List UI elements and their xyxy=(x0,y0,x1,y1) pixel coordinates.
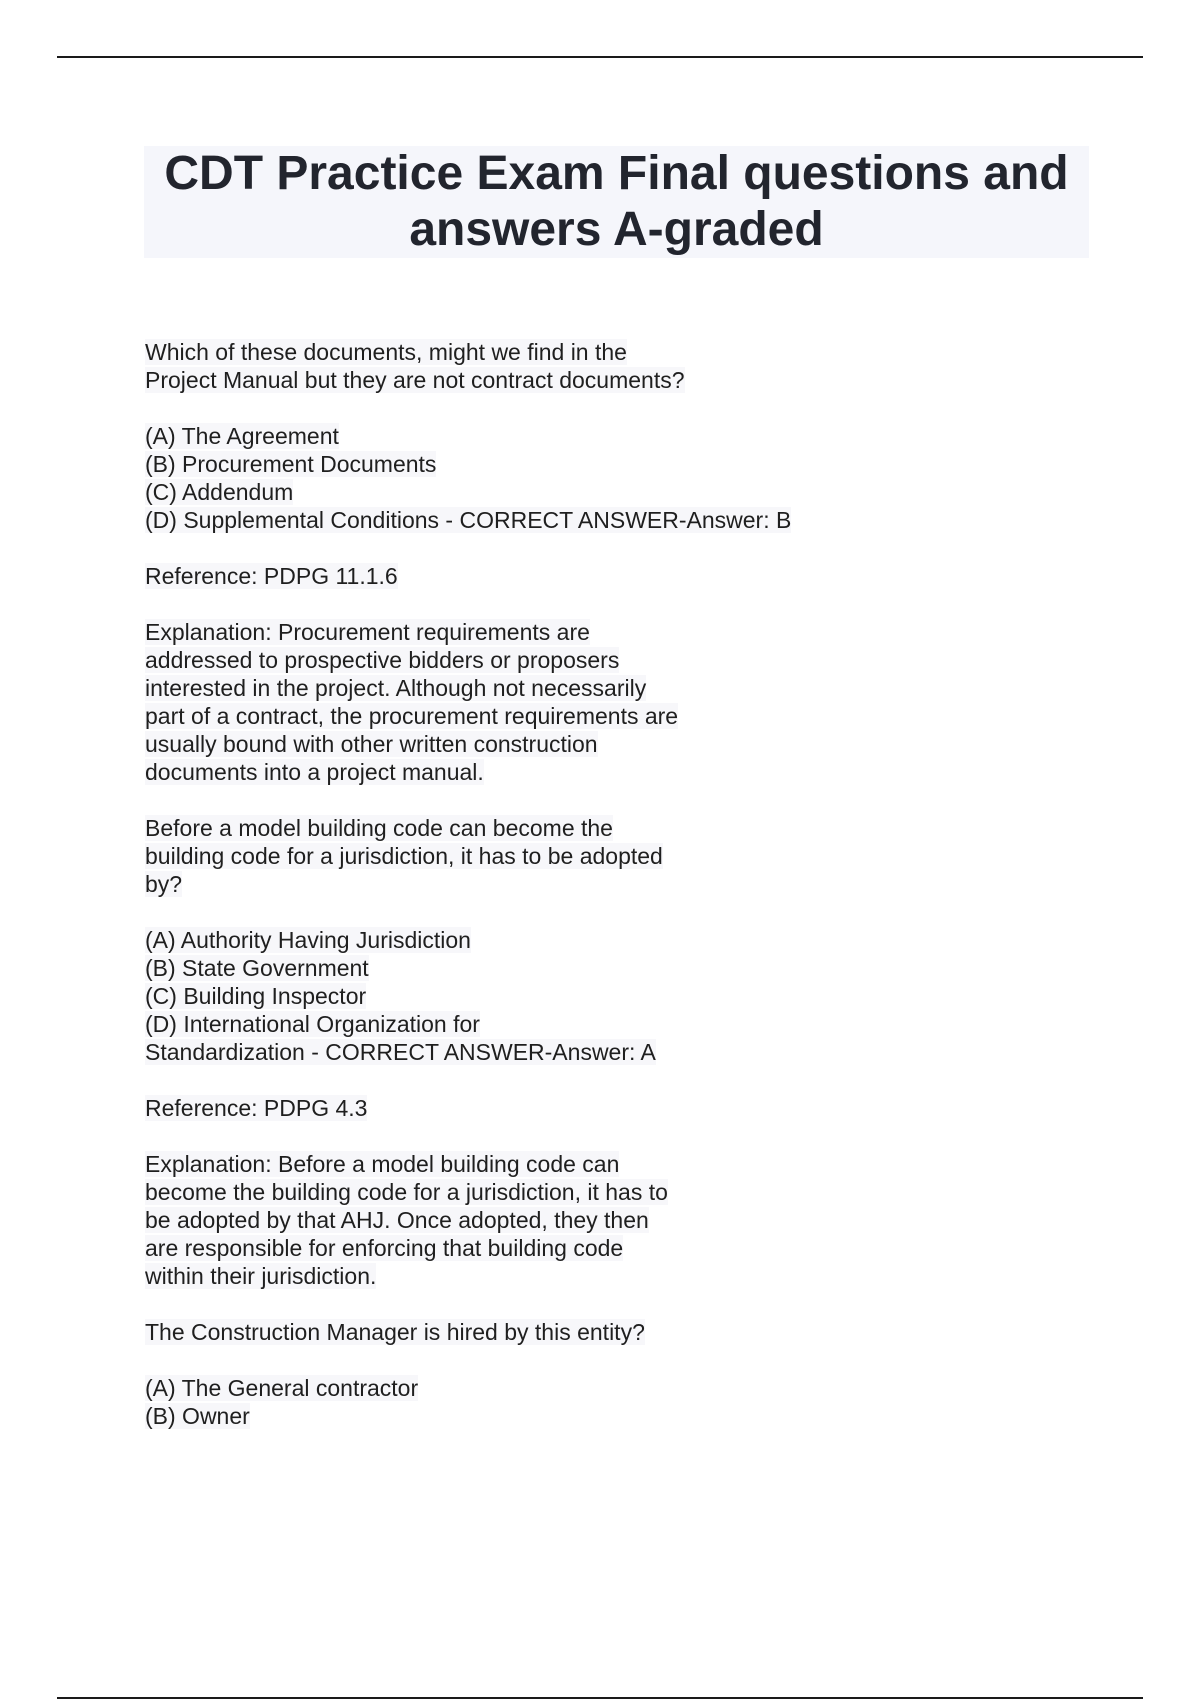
text-line-content: be adopted by that AHJ. Once adopted, they then xyxy=(145,1207,649,1233)
text-line xyxy=(145,1318,865,1346)
text-line xyxy=(145,338,865,366)
header-rule xyxy=(57,56,1143,58)
text-line xyxy=(145,618,865,646)
text-line xyxy=(145,982,865,1010)
text-line xyxy=(145,926,865,954)
text-line xyxy=(145,1038,865,1066)
text-line xyxy=(145,478,865,506)
text-line xyxy=(145,1374,865,1402)
text-line-content: interested in the project. Although not necessarily xyxy=(145,675,647,701)
paragraph xyxy=(145,562,865,590)
text-line-content: part of a contract, the procurement requirements are xyxy=(145,703,679,729)
title-block xyxy=(144,146,1089,258)
text-line xyxy=(145,422,865,450)
paragraph xyxy=(145,1094,865,1122)
text-line-content: (D) Supplemental Conditions - CORRECT ANSWER-Answer: B xyxy=(145,507,792,533)
text-line-content: documents into a project manual. xyxy=(145,759,484,785)
text-line xyxy=(145,1206,865,1234)
text-line xyxy=(145,366,865,394)
text-line xyxy=(145,506,865,534)
paragraph xyxy=(145,1150,865,1290)
document-body xyxy=(145,338,865,1458)
text-line-content: are responsible for enforcing that building code xyxy=(145,1235,624,1261)
text-line-content: (A) The General contractor xyxy=(145,1375,419,1401)
text-line-content: (B) Owner xyxy=(145,1403,250,1429)
text-line xyxy=(145,1178,865,1206)
text-line-content: (A) The Agreement xyxy=(145,423,339,449)
text-line-content: Project Manual but they are not contract documents? xyxy=(145,367,685,393)
text-line xyxy=(145,1234,865,1262)
paragraph xyxy=(145,338,865,394)
text-line xyxy=(145,702,865,730)
text-line xyxy=(145,674,865,702)
text-line xyxy=(145,562,865,590)
text-line-content: (B) State Government xyxy=(145,955,369,981)
text-line xyxy=(145,450,865,478)
text-line-content: (C) Addendum xyxy=(145,479,294,505)
text-line-content: addressed to prospective bidders or proposers xyxy=(145,647,620,673)
text-line-content: Before a model building code can become the xyxy=(145,815,613,841)
paragraph xyxy=(145,422,865,534)
text-line xyxy=(145,954,865,982)
text-line xyxy=(145,1094,865,1122)
text-line xyxy=(145,814,865,842)
paragraph xyxy=(145,1374,865,1430)
text-line-content: (C) Building Inspector xyxy=(145,983,367,1009)
paragraph xyxy=(145,618,865,786)
text-line xyxy=(145,1402,865,1430)
text-line xyxy=(145,730,865,758)
text-line-content: (D) International Organization for xyxy=(145,1011,480,1037)
text-line-content: Reference: PDPG 11.1.6 xyxy=(145,563,398,589)
text-line-content: (A) Authority Having Jurisdiction xyxy=(145,927,471,953)
footer-rule xyxy=(57,1697,1143,1699)
text-line xyxy=(145,1262,865,1290)
text-line-content: Explanation: Procurement requirements are xyxy=(145,619,590,645)
document-title: CDT Practice Exam Final questions and answers A-graded xyxy=(164,147,1069,256)
text-line-content: Which of these documents, might we find in the xyxy=(145,339,627,365)
paragraph xyxy=(145,814,865,898)
text-line-content: Reference: PDPG 4.3 xyxy=(145,1095,368,1121)
text-line-content: The Construction Manager is hired by this entity? xyxy=(145,1319,645,1345)
paragraph xyxy=(145,926,865,1066)
text-line-content: Explanation: Before a model building code can xyxy=(145,1151,620,1177)
text-line xyxy=(145,870,865,898)
text-line xyxy=(145,1010,865,1038)
text-line-content: within their jurisdiction. xyxy=(145,1263,377,1289)
text-line-content: usually bound with other written construction xyxy=(145,731,598,757)
text-line-content: building code for a jurisdiction, it has to be adopted xyxy=(145,843,663,869)
text-line xyxy=(145,758,865,786)
text-line-content: become the building code for a jurisdiction, it has to xyxy=(145,1179,668,1205)
paragraph xyxy=(145,1318,865,1346)
text-line xyxy=(145,1150,865,1178)
text-line-content: (B) Procurement Documents xyxy=(145,451,437,477)
text-line-content: by? xyxy=(145,871,183,897)
text-line xyxy=(145,842,865,870)
text-line-content: Standardization - CORRECT ANSWER-Answer: A xyxy=(145,1039,656,1065)
text-line xyxy=(145,646,865,674)
